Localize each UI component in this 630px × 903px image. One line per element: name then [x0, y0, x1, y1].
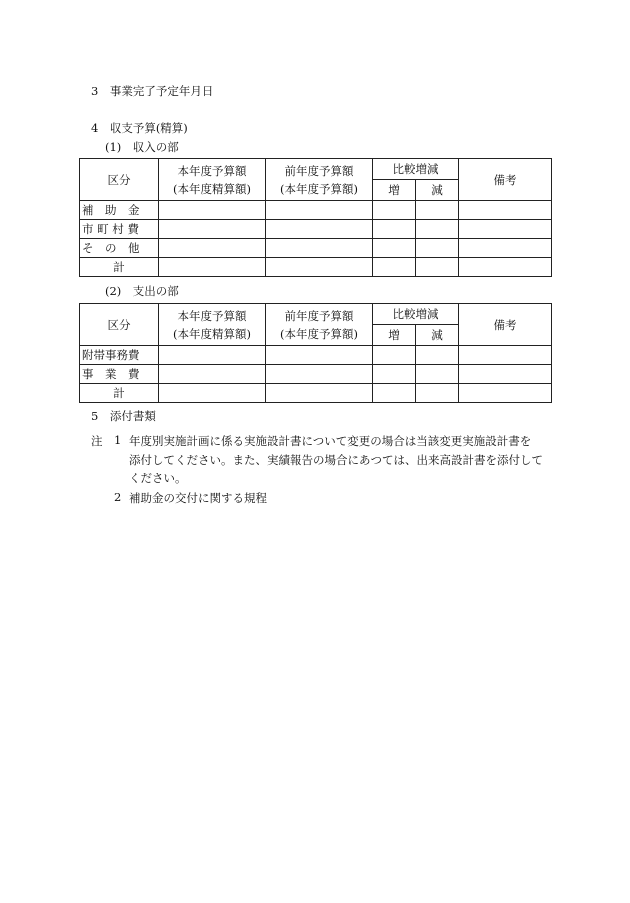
table-cell: [266, 201, 373, 220]
table-cell: [373, 384, 416, 403]
note-1-line-2: 添付してください。また、実績報告の場合にあつては、出来高設計書を添付して: [129, 453, 543, 467]
table-row: [80, 220, 552, 239]
table-cell: [459, 365, 552, 384]
section-5-heading: 5 添付書類: [91, 409, 156, 423]
note-2-text: 補助金の交付に関する規程: [129, 491, 267, 505]
table-row: [80, 201, 552, 220]
table-cell: [459, 239, 552, 258]
header-compare: 比較増減: [373, 304, 459, 325]
table-cell: [159, 201, 266, 220]
table-cell: [373, 346, 416, 365]
income-table: [79, 158, 552, 277]
table-cell: [159, 220, 266, 239]
table-cell: [373, 258, 416, 277]
row-label-total: 計: [80, 384, 159, 403]
header-previous-budget-line2: (本年度予算額): [280, 181, 358, 196]
header-current-budget-line1: 本年度予算額: [177, 163, 247, 178]
table-cell: [459, 220, 552, 239]
note-1-line-1: 年度別実施計画に係る実施設計書について変更の場合は当該変更実施設計書を: [129, 434, 532, 448]
expense-subheading: (2) 支出の部: [105, 284, 179, 298]
header-previous-budget: [266, 159, 373, 201]
table-cell: [159, 239, 266, 258]
header-current-budget-line2: (本年度精算額): [173, 326, 251, 341]
row-label-project-expense: 事 業 費: [80, 365, 159, 384]
table-cell: [373, 365, 416, 384]
header-category: 区分: [80, 304, 159, 346]
header-remarks: 備考: [459, 304, 552, 346]
table-cell: [459, 384, 552, 403]
table-cell: [266, 384, 373, 403]
row-label-municipal: 市 町 村 費: [80, 220, 159, 239]
table-cell: [373, 220, 416, 239]
table-cell: [416, 220, 459, 239]
table-cell: [416, 365, 459, 384]
table-cell: [266, 258, 373, 277]
table-cell: [159, 258, 266, 277]
header-category: 区分: [80, 159, 159, 201]
header-previous-budget-line1: 前年度予算額: [284, 308, 354, 323]
table-cell: [266, 346, 373, 365]
notes-label: 注: [91, 434, 103, 448]
header-remarks: 備考: [459, 159, 552, 201]
table-cell: [416, 239, 459, 258]
table-row: [80, 239, 552, 258]
header-current-budget-line2: (本年度精算額): [173, 181, 251, 196]
row-label-admin-expense: 附帯事務費: [80, 346, 159, 365]
expense-table: [79, 303, 552, 403]
header-increase: 増: [373, 325, 416, 346]
table-cell: [373, 201, 416, 220]
note-2-number: 2: [114, 490, 122, 504]
table-cell: [459, 258, 552, 277]
table-row: [80, 346, 552, 365]
table-cell: [266, 365, 373, 384]
table-cell: [416, 201, 459, 220]
section-4-heading: 4 収支予算(精算): [91, 121, 188, 135]
table-cell: [266, 220, 373, 239]
table-cell: [416, 258, 459, 277]
table-cell: [459, 201, 552, 220]
note-1-line-3: ください。: [129, 471, 187, 485]
table-cell: [159, 384, 266, 403]
header-previous-budget: [266, 304, 373, 346]
header-current-budget: [159, 159, 266, 201]
table-cell: [159, 346, 266, 365]
table-cell: [416, 384, 459, 403]
header-increase: 増: [373, 180, 416, 201]
header-previous-budget-line2: (本年度予算額): [280, 326, 358, 341]
table-cell: [373, 239, 416, 258]
header-decrease: 減: [416, 325, 459, 346]
table-cell: [266, 239, 373, 258]
row-label-total: 計: [80, 258, 159, 277]
note-1-number: 1: [114, 433, 122, 447]
header-previous-budget-line1: 前年度予算額: [284, 163, 354, 178]
header-current-budget-line1: 本年度予算額: [177, 308, 247, 323]
row-label-subsidy: 補 助 金: [80, 201, 159, 220]
header-current-budget: [159, 304, 266, 346]
table-row: [80, 258, 552, 277]
table-row: [80, 384, 552, 403]
table-cell: [416, 346, 459, 365]
table-row: [80, 365, 552, 384]
header-compare: 比較増減: [373, 159, 459, 180]
table-cell: [159, 365, 266, 384]
row-label-other: そ の 他: [80, 239, 159, 258]
header-decrease: 減: [416, 180, 459, 201]
income-subheading: (1) 収入の部: [105, 140, 179, 154]
section-3-heading: 3 事業完了予定年月日: [91, 84, 214, 98]
table-cell: [459, 346, 552, 365]
